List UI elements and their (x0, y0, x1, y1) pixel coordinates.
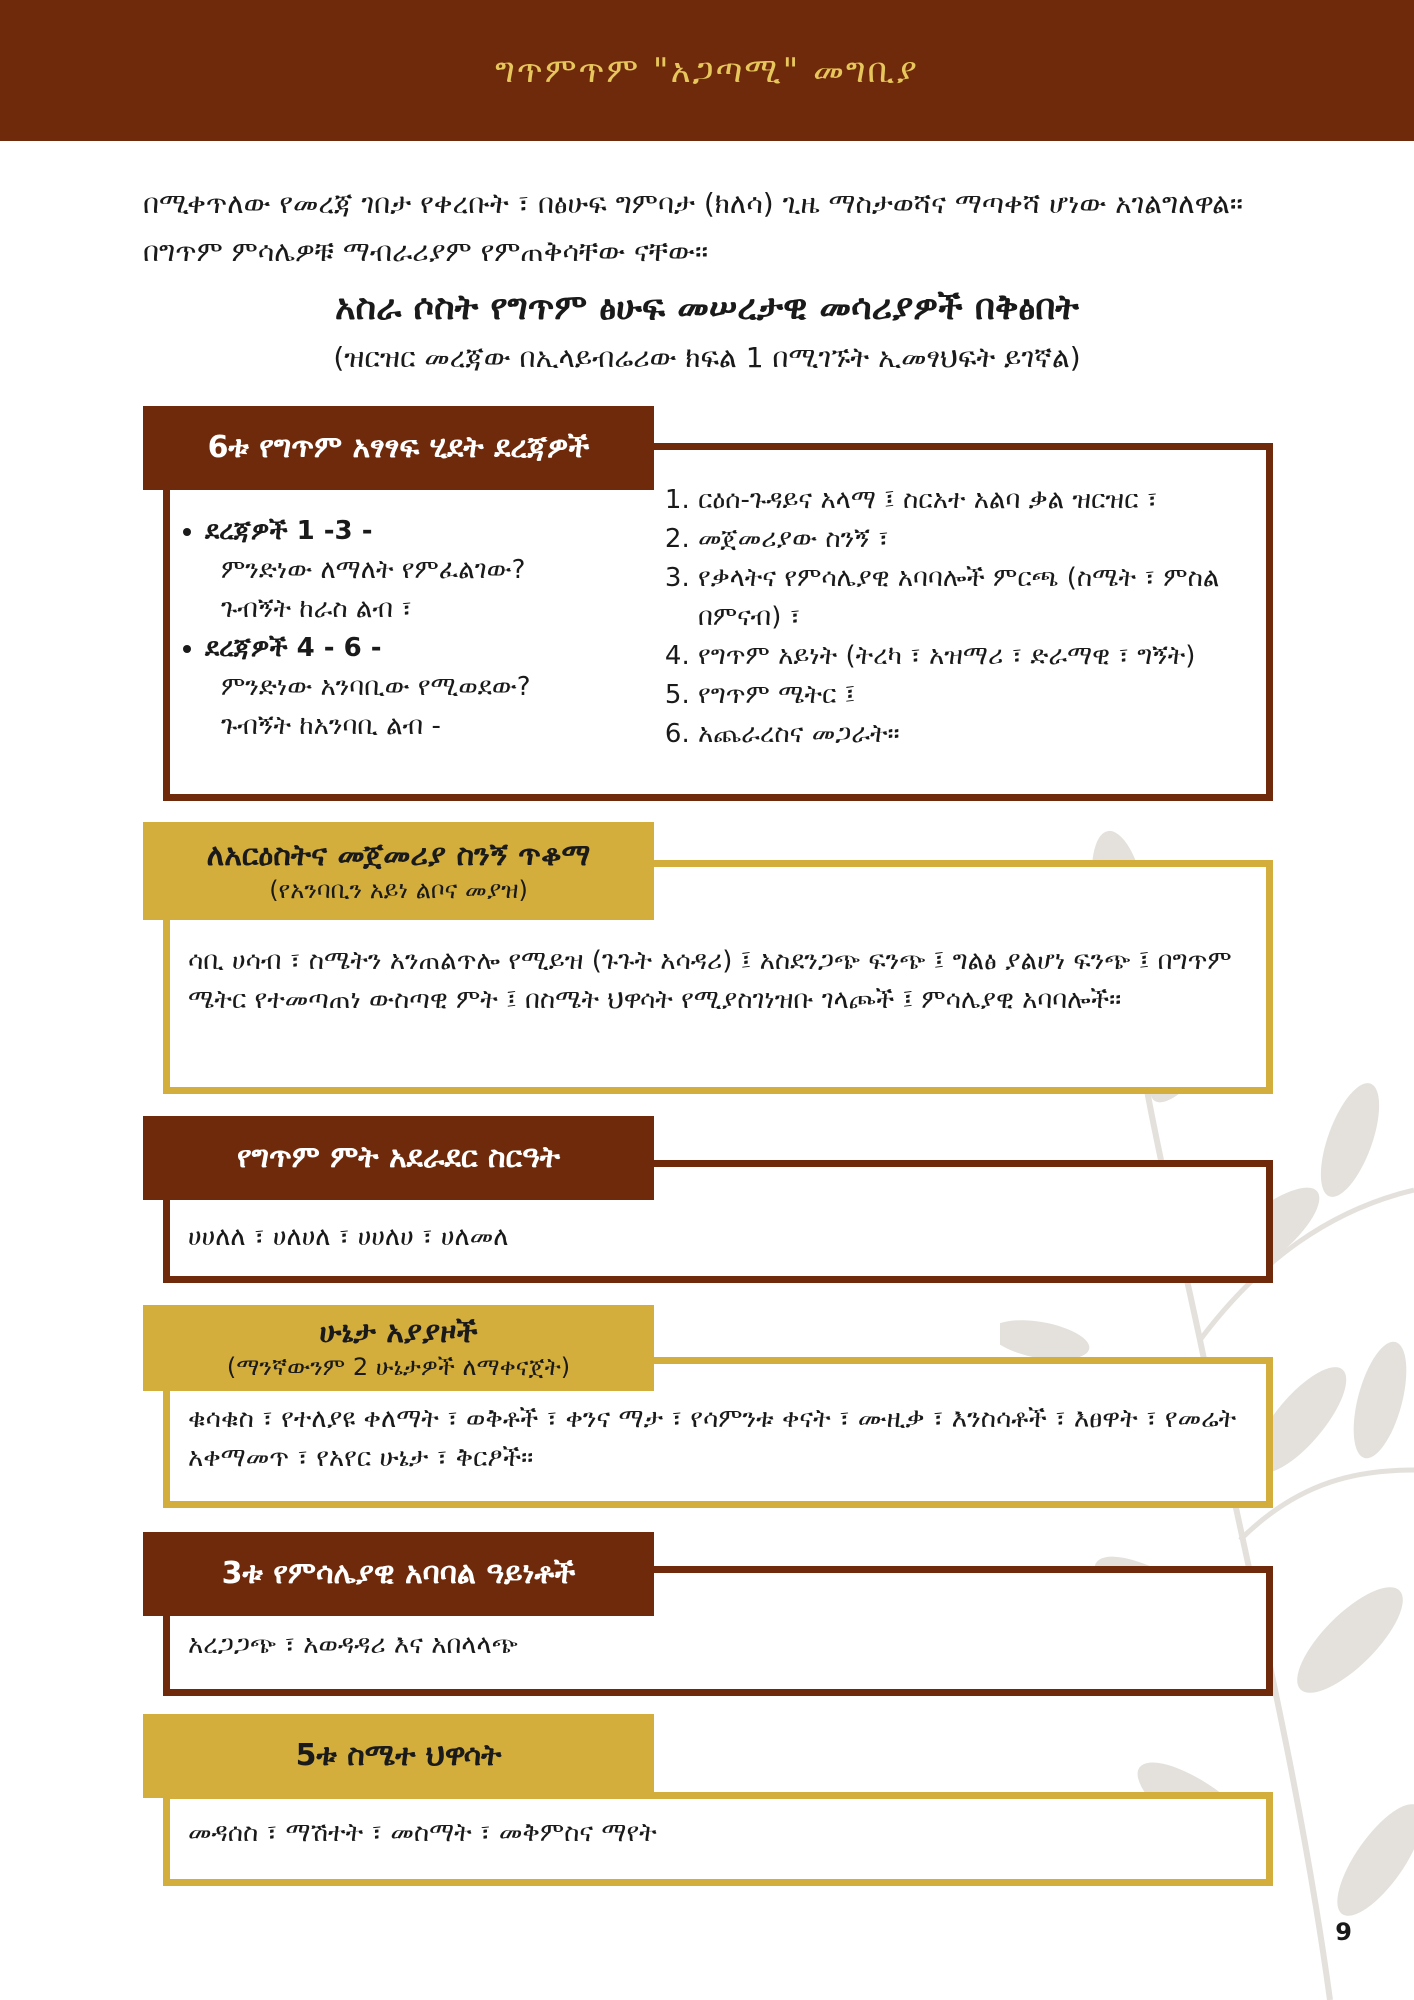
section-title-tips-title: ለአርዕስትና መጀመሪያ ስንኝ ጥቆማ (206, 838, 591, 873)
section-senses-tab (143, 1714, 654, 1798)
section-figurative-types-title: 3ቱ የምሳሌያዊ አባባል ዓይነቶች (221, 1556, 576, 1591)
step-group-visit: ጉብኝት ከራስ ልብ ፣ (221, 594, 412, 624)
section-connectors-title: ሁኔታ አያያዞች (319, 1315, 478, 1350)
section-connectors-subtitle: (ማንኛውንም 2 ሁኔታዎች ለማቀናጀት) (226, 1353, 571, 1381)
section-writing-steps-tab (143, 406, 654, 490)
summary-heading: አስራ ሶስት የግጥም ፅሁፍ መሠረታዊ መሳሪያዎች በቅፅበት (335, 288, 1079, 328)
section-connectors-body: ቁሳቁስ ፣ የተለያዩ ቀለማት ፣ ወቅቶች ፣ ቀንና ማታ ፣ የሳምንቱ ቀናት ፣ ሙዚቃ ፣ እንስሳቶች ፣ እፀዋት ፣ የመሬት አቀማመጥ ፣ የአየር ሁኔታ ፣ ቅርፆች። (188, 1404, 1237, 1473)
step-group-visit: ጉብኝት ከአንባቢ ልብ - (221, 711, 441, 741)
section-title-tips-subtitle: (የአንባቢን አይነ ልቦና መያዝ) (269, 876, 528, 904)
list-item: 6. አጨራረስና መጋራት። (698, 715, 1268, 754)
step-group-question: ምንድነው አንባቢው የሚወደው? (221, 672, 531, 702)
list-item: 2. መጀመሪያው ስንኝ ፣ (698, 520, 1268, 559)
summary-heading-block (100, 280, 1314, 380)
section-senses-title: 5ቱ ስሜተ ህዋሳት (295, 1738, 502, 1773)
steps-numbered-list (664, 481, 1268, 754)
list-item (205, 512, 665, 629)
section-figurative-types-tab (143, 1532, 654, 1616)
list-item: 3. የቃላትና የምሳሌያዊ አባባሎች ምርጫ (ስሜት ፣ ምስል በምናብ) ፣ (698, 559, 1268, 637)
intro-paragraph: በሚቀጥለው የመረጃ ገበታ የቀረቡት ፣ በፅሁፍ ግምባታ (ክለሳ) ጊዜ ማስታወሻና ማጣቀሻ ሆነው አገልግለዋል። በግጥም ምሳሌዎቹ ማብራሪያም የምጠቅሳቸው ናቸው። (143, 187, 1243, 268)
summary-note: (ዝርዝር መረጃው በኢላይብሬሪው ክፍል 1 በሚገኙት ኢመፃህፍት ይገኛል) (333, 341, 1081, 374)
step-group-label: ደረጃዎች 1 -3 - (205, 516, 373, 546)
list-item: 5. የግጥም ሜትር ፤ (698, 676, 1268, 715)
list-item: 1. ርዕሰ-ጉዳይና አላማ ፤ ስርአተ አልባ ቃል ዝርዝር ፣ (698, 481, 1268, 520)
section-rhyme-scheme-title: የግጥም ምት አደራደር ስርዓት (236, 1140, 561, 1175)
section-title-tips-body: ሳቢ ሀሳብ ፣ ስሜትን አንጠልጥሎ የሚይዝ (ጉጉት አሳዳሪ) ፤ አስደንጋጭ ፍንጭ ፤ ግልፅ ያልሆነ ፍንጭ ፤ በግጥም ሜትር የተመጣጠነ ውስጣዊ ምት ፤ በስሜት ህዋሳት የሚያስገነዝቡ ገላጮች ፤ ምሳሌያዊ አባባሎች። (188, 946, 1232, 1015)
page-header (0, 0, 1414, 141)
section-senses-body: መዳሰስ ፣ ማሽተት ፣ መስማት ፣ መቅምስና ማየት (188, 1818, 657, 1848)
page-title: ግጥምጥም "አጋጣሚ" መግቢያ (495, 50, 919, 91)
section-figurative-types-body: አረጋጋጭ ፣ አወዳዳሪ እና አበላላጭ (188, 1630, 518, 1660)
section-connectors-tab (143, 1305, 654, 1391)
section-title-tips-tab (143, 822, 654, 920)
steps-bullet-list (175, 512, 665, 746)
list-item: 4. የግጥም አይነት (ትረካ ፣ አዝማሪ ፣ ድራማዊ ፣ ግኝት) (698, 637, 1268, 676)
section-writing-steps-title: 6ቱ የግጥም አፃፃፍ ሂደት ደረጃዎች (207, 430, 590, 465)
section-rhyme-scheme-body: ሀሀለለ ፣ ሀለሀለ ፣ ሀሀለሀ ፣ ሀለመለ (188, 1222, 509, 1252)
section-rhyme-scheme-tab (143, 1116, 654, 1200)
step-group-question: ምንድነው ለማለት የምፈልገው? (221, 555, 526, 585)
list-item (205, 629, 665, 746)
page-number: 9 (1335, 1918, 1352, 1946)
step-group-label: ደረጃዎች 4 - 6 - (205, 633, 382, 663)
